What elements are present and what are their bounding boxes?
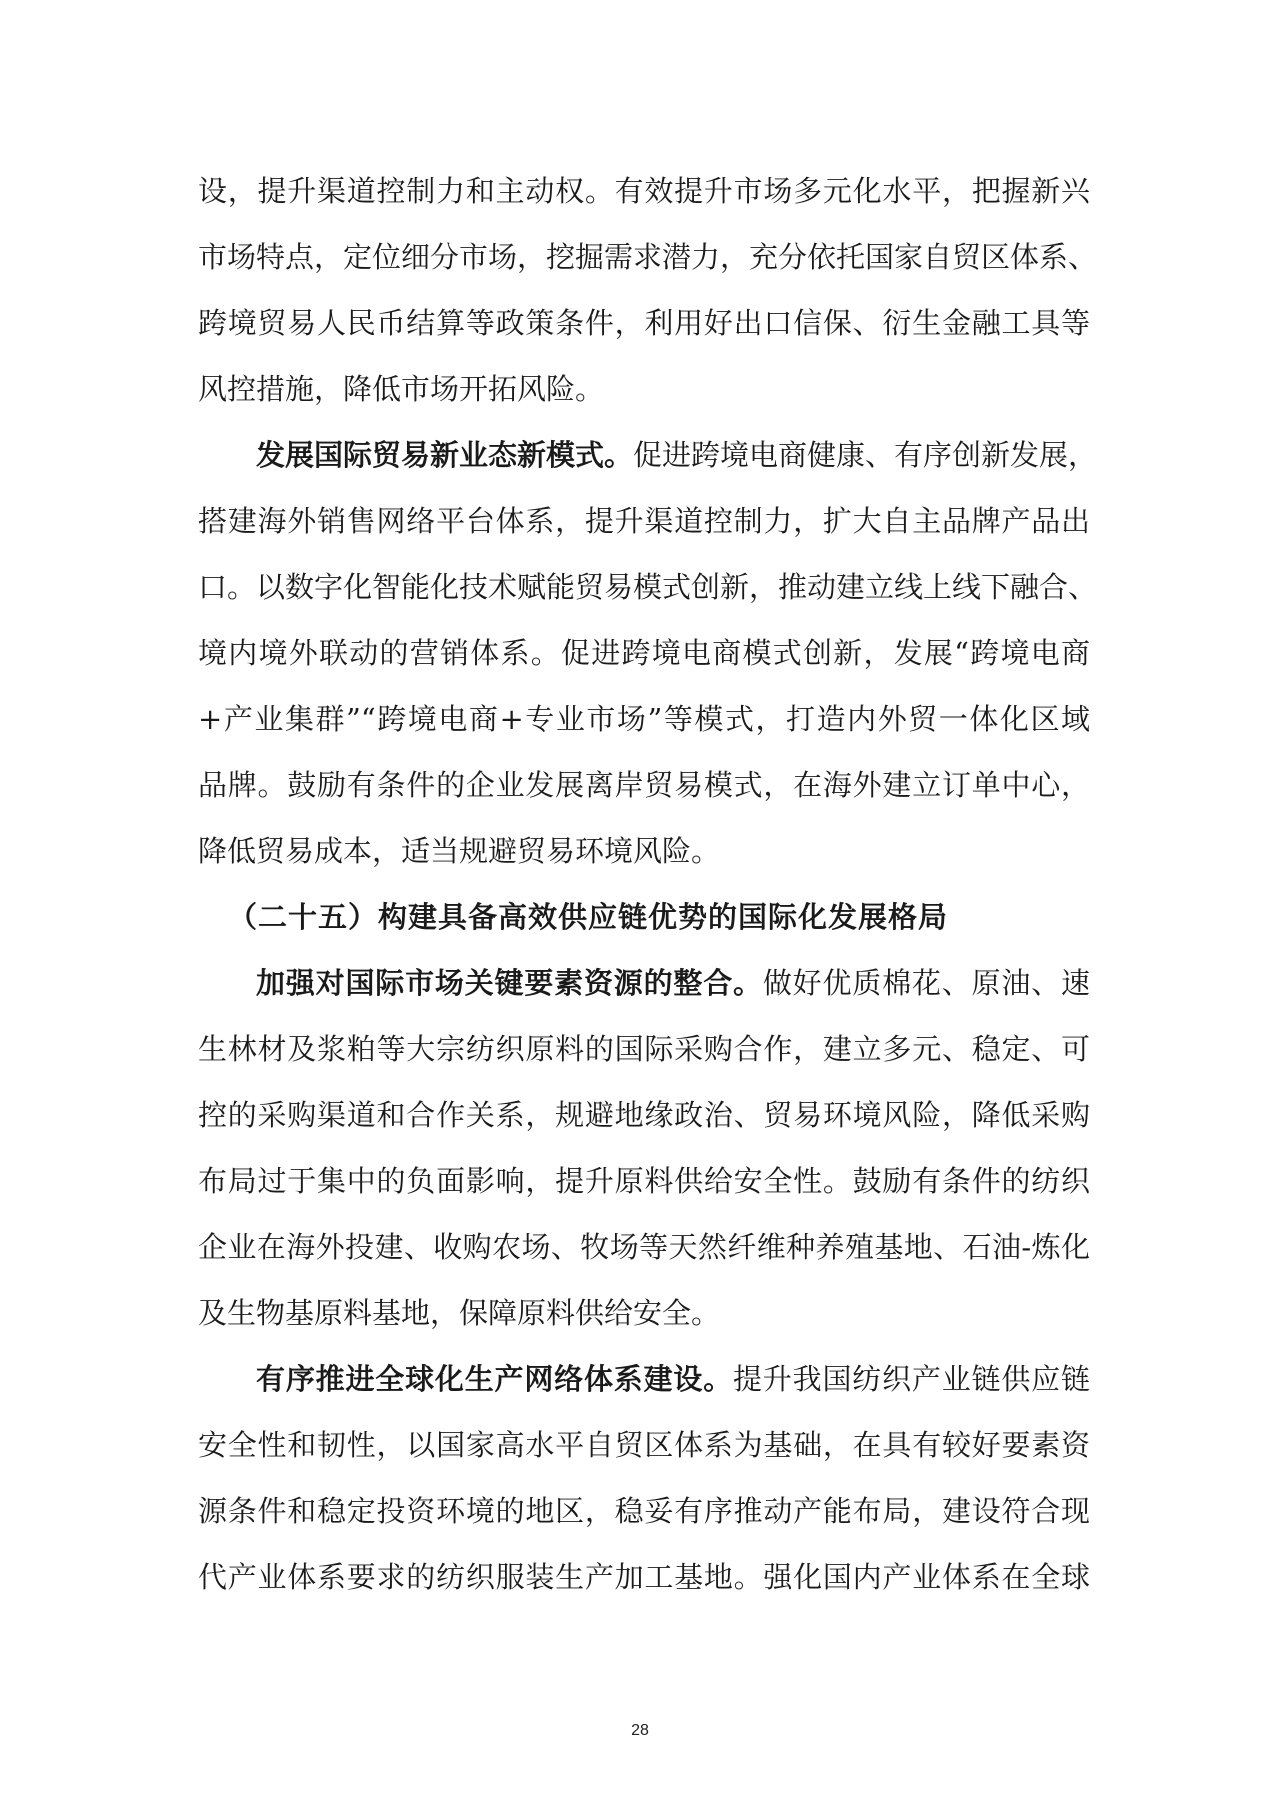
text-run: 提升我国纺织产业链供应链 (733, 1362, 1090, 1396)
page-number: 28 (631, 1722, 649, 1739)
paragraph-lead: 有序推进全球化生产网络体系建设。 (256, 1362, 734, 1396)
text-line: 安全性和韧性，以国家高水平自贸区体系为基础，在具有较好要素资 (198, 1428, 1090, 1462)
text-line: 境内境外联动的营销体系。促进跨境电商模式创新，发展“跨境电商 (198, 636, 1090, 670)
text-line: 布局过于集中的负面影响，提升原料供给安全性。鼓励有条件的纺织 (198, 1164, 1090, 1198)
paragraph-lead: 加强对国际市场关键要素资源的整合。 (256, 966, 763, 1000)
text-line: 设，提升渠道控制力和主动权。有效提升市场多元化水平，把握新兴 (198, 174, 1090, 208)
text-line: 源条件和稳定投资环境的地区，稳妥有序推动产能布局，建设符合现 (198, 1494, 1090, 1528)
paragraph (198, 950, 1090, 1346)
text-run: 做好优质棉花、原油、速 (762, 966, 1090, 1000)
text-line: 风控措施，降低市场开拓风险。 (198, 372, 605, 406)
text-line: 品牌。鼓励有条件的企业发展离岸贸易模式，在海外建立订单中心， (198, 768, 1090, 802)
text-line (198, 422, 1098, 488)
text-line: 搭建海外销售网络平台体系，提升渠道控制力，扩大自主品牌产品出 (198, 504, 1090, 538)
text-line: 生林材及浆粕等大宗纺织原料的国际采购合作，建立多元、稳定、可 (198, 1032, 1090, 1066)
paragraph-lead: 发展国际贸易新业态新模式。 (256, 438, 634, 472)
paragraph (198, 158, 1098, 422)
text-line: 跨境贸易人民币结算等政策条件，利用好出口信保、衍生金融工具等 (198, 306, 1090, 340)
text-line: 企业在海外投建、收购农场、牧场等天然纤维种养殖基地、石油-炼化 (198, 1230, 1090, 1264)
text-line: +产业集群”“跨境电商+专业市场”等模式，打造内外贸一体化区域 (198, 702, 1090, 736)
text-line: 降低贸易成本，适当规避贸易环境风险。 (198, 834, 721, 868)
section-heading: （二十五）构建具备高效供应链优势的国际化发展格局 (228, 900, 949, 934)
text-line (198, 950, 1090, 1016)
document-body (198, 158, 1098, 1610)
paragraph (198, 1346, 1090, 1610)
text-run: 促进跨境电商健康、有序创新发展， (633, 438, 1098, 472)
paragraph (198, 422, 1098, 884)
text-line: 市场特点，定位细分市场，挖掘需求潜力，充分依托国家自贸区体系、 (198, 240, 1098, 274)
text-line: 控的采购渠道和合作关系，规避地缘政治、贸易环境风险，降低采购 (198, 1098, 1090, 1132)
text-line: 口。以数字化智能化技术赋能贸易模式创新，推动建立线上线下融合、 (198, 570, 1098, 604)
text-line: 代产业体系要求的纺织服装生产加工基地。强化国内产业体系在全球 (198, 1560, 1090, 1594)
text-line: 及生物基原料基地，保障原料供给安全。 (198, 1296, 721, 1330)
text-line (198, 1346, 1090, 1412)
